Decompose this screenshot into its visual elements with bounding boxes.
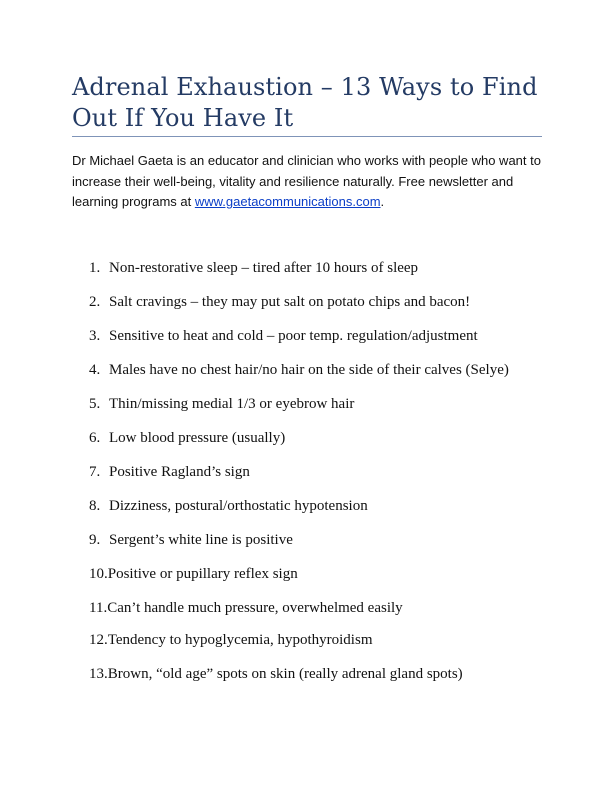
list-item-8 <box>89 496 368 516</box>
list-number: 12. <box>89 632 108 648</box>
list-item-1 <box>89 258 418 278</box>
list-text: Positive Ragland’s sign <box>109 464 250 480</box>
list-item-3 <box>89 326 478 346</box>
list-item-11 <box>89 598 403 618</box>
list-item-7 <box>89 462 250 482</box>
list-number: 5. <box>89 396 101 412</box>
list-number: 1. <box>89 260 101 276</box>
list-text: Dizziness, postural/orthostatic hypotension <box>109 498 368 514</box>
list-text: Thin/missing medial 1/3 or eyebrow hair <box>109 396 355 412</box>
list-number: 13. <box>89 666 108 682</box>
list-item-6 <box>89 428 285 448</box>
list-text: Salt cravings – they may put salt on potato chips and bacon! <box>109 294 471 310</box>
title-divider <box>72 136 542 137</box>
list-item-5 <box>89 394 354 414</box>
list-number: 7. <box>89 464 101 480</box>
intro-end: . <box>380 194 385 209</box>
list-item-2 <box>89 292 470 312</box>
list-number: 2. <box>89 294 101 310</box>
list-text: Sergent’s white line is positive <box>109 532 293 548</box>
list-text: Sensitive to heat and cold – poor temp. regulation/adjustment <box>109 328 478 344</box>
intro-paragraph <box>72 151 547 213</box>
list-item-9 <box>89 530 293 550</box>
list-text: Can’t handle much pressure, overwhelmed easily <box>107 600 403 616</box>
intro-text: Dr Michael Gaeta is an educator and clinician who works with people who want to increase their well-being, vitality and resilience naturally. Free newsletter and learning programs at <box>72 153 541 209</box>
list-text: Positive or pupillary reflex sign <box>107 566 298 582</box>
list-text: Non-restorative sleep – tired after 10 hours of sleep <box>109 260 419 276</box>
list-item-10 <box>89 564 298 584</box>
list-item-12 <box>89 630 372 650</box>
list-text: Males have no chest hair/no hair on the side of their calves (Selye) <box>109 362 509 378</box>
list-text: Tendency to hypoglycemia, hypothyroidism <box>107 632 373 648</box>
list-number: 8. <box>89 498 101 514</box>
list-item-13 <box>89 664 463 684</box>
document-title: Adrenal Exhaustion – 13 Ways to Find Out If You Have It <box>72 73 538 132</box>
list-number: 6. <box>89 430 101 446</box>
list-number: 4. <box>89 362 101 378</box>
list-number: 9. <box>89 532 101 548</box>
list-number: 10. <box>89 566 108 582</box>
list-text: Brown, “old age” spots on skin (really adrenal gland spots) <box>107 666 463 682</box>
list-number: 3. <box>89 328 101 344</box>
list-number: 11. <box>89 600 108 616</box>
list-text: Low blood pressure (usually) <box>109 430 286 446</box>
website-link[interactable]: www.gaetacommunications.com <box>194 194 381 209</box>
list-item-4 <box>89 360 509 380</box>
